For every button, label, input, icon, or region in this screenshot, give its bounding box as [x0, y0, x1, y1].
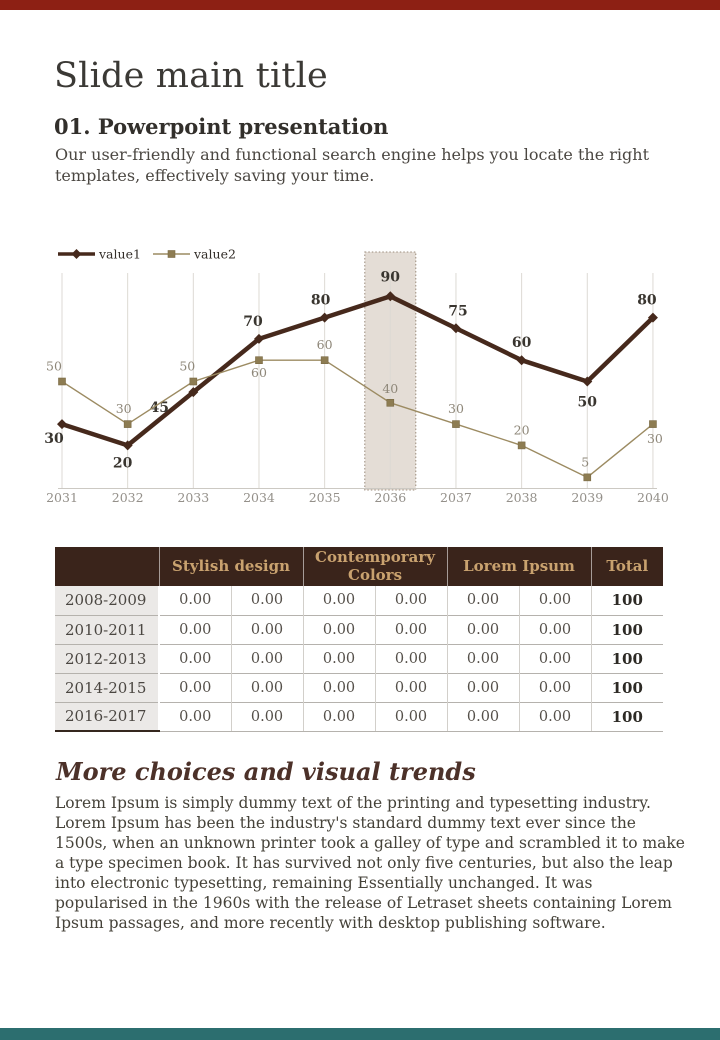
top-accent-bar	[0, 0, 720, 10]
body-paragraph: Lorem Ipsum has been the industry's standard dummy text ever since the 1500s, when an unknown printer took a galley of type and scrambled it to make a type specimen book. It has survived not only five centuries, but also the leap into electronic typesetting, remaining Essentially unchanged. It was popularised in the 1960s with the release of Letraset sheets containing Lorem Ipsum passages, and more recently with desktop publishing software.	[55, 814, 685, 932]
data-point-square	[255, 357, 262, 364]
total-cell: 100	[591, 702, 663, 731]
value-cell: 0.00	[519, 644, 591, 673]
body-paragraph: Lorem Ipsum is simply dummy text of the printing and typesetting industry.	[55, 794, 651, 812]
value2-data-label: 60	[251, 365, 267, 381]
value-cell: 0.00	[447, 702, 519, 731]
value1-data-label: 20	[112, 455, 133, 472]
row-label-cell: 2014-2015	[55, 673, 159, 702]
value-cell: 0.00	[231, 586, 303, 615]
row-label-cell: 2008-2009	[55, 586, 159, 615]
value1-data-label: 30	[44, 431, 64, 448]
value2-line	[62, 360, 653, 477]
value-cell: 0.00	[375, 673, 447, 702]
data-point-square	[190, 378, 197, 385]
value-cell: 0.00	[447, 586, 519, 615]
value1-data-label: 50	[577, 394, 598, 411]
value2-data-label: 5	[581, 454, 590, 470]
value1-line	[62, 296, 653, 445]
data-table-wrap	[55, 547, 663, 732]
value2-data-label: 30	[448, 401, 464, 417]
value-cell: 0.00	[447, 615, 519, 644]
x-tick-label: 2038	[505, 490, 538, 505]
table-body	[55, 586, 663, 731]
section-description: Our user-friendly and functional search engine helps you locate the right templates, effectively saving your time.	[55, 145, 649, 185]
value-cell: 0.00	[159, 702, 231, 731]
value1-data-label: 80	[310, 292, 331, 309]
total-cell: 100	[591, 673, 663, 702]
x-tick-label: 2035	[308, 490, 341, 505]
table-header-cell: Stylish design	[159, 547, 303, 586]
value-cell: 0.00	[375, 615, 447, 644]
value2-data-label: 20	[513, 422, 530, 438]
table-header-cell: Total	[591, 547, 663, 586]
line-chart	[40, 240, 700, 512]
value-cell: 0.00	[303, 644, 375, 673]
value2-data-label: 60	[316, 337, 333, 353]
data-point-square	[59, 378, 66, 385]
total-cell: 100	[591, 586, 663, 615]
data-point-square	[649, 421, 656, 428]
value-cell: 0.00	[303, 702, 375, 731]
data-point-square	[518, 442, 525, 449]
x-tick-label: 2034	[243, 490, 275, 505]
table-header-cell: Lorem Ipsum	[447, 547, 591, 586]
value2-data-label: 40	[382, 380, 399, 396]
x-tick-label: 2037	[440, 490, 472, 505]
x-tick-label: 2033	[177, 490, 210, 505]
trends-heading: More choices and visual trends	[56, 757, 476, 786]
value-cell: 0.00	[519, 586, 591, 615]
table-row	[55, 586, 663, 615]
value-cell: 0.00	[159, 644, 231, 673]
value-cell: 0.00	[519, 702, 591, 731]
value-cell: 0.00	[519, 615, 591, 644]
value-cell: 0.00	[375, 586, 447, 615]
x-tick-label: 2036	[374, 490, 407, 505]
value2-data-label: 50	[179, 358, 196, 374]
table-row	[55, 615, 663, 644]
table-row	[55, 644, 663, 673]
data-point-diamond	[72, 249, 82, 259]
value1-data-label: 60	[511, 335, 532, 352]
value2-data-label: 50	[46, 358, 62, 374]
slide-title: Slide main title	[54, 56, 328, 96]
data-point-square	[124, 421, 131, 428]
value-cell: 0.00	[231, 644, 303, 673]
value-cell: 0.00	[231, 615, 303, 644]
value1-data-label: 70	[243, 313, 263, 330]
value1-data-label: 80	[637, 292, 657, 309]
value1-data-label: 75	[448, 303, 468, 320]
value2-data-label: 30	[115, 401, 132, 417]
row-label-cell: 2010-2011	[55, 615, 159, 644]
value-cell: 0.00	[159, 586, 231, 615]
legend-label-value2: value2	[194, 246, 236, 262]
row-label-cell: 2012-2013	[55, 644, 159, 673]
data-point-square	[387, 399, 394, 406]
value-cell: 0.00	[447, 673, 519, 702]
data-point-square	[321, 357, 328, 364]
total-cell: 100	[591, 644, 663, 673]
section-heading: 01. Powerpoint presentation	[54, 114, 389, 139]
table-row	[55, 702, 663, 731]
table-header	[55, 547, 663, 586]
chart-svg	[40, 240, 700, 512]
value1-data-label: 90	[380, 269, 401, 286]
trends-paragraphs	[55, 793, 685, 933]
x-tick-label: 2031	[46, 490, 78, 505]
value-cell: 0.00	[159, 673, 231, 702]
value-cell: 0.00	[303, 673, 375, 702]
table-header-cell	[55, 547, 159, 586]
x-tick-label: 2040	[637, 490, 669, 505]
data-point-square	[168, 251, 175, 258]
value-cell: 0.00	[303, 586, 375, 615]
data-point-square	[452, 421, 459, 428]
row-label-cell: 2016-2017	[55, 702, 159, 731]
value1-data-label: 45	[149, 400, 170, 417]
table-header-row	[55, 547, 663, 586]
data-table	[55, 547, 663, 732]
x-tick-label: 2039	[571, 490, 604, 505]
legend-label-value1: value1	[99, 246, 141, 262]
value-cell: 0.00	[303, 615, 375, 644]
value-cell: 0.00	[159, 615, 231, 644]
table-header-cell: Contemporary Colors	[303, 547, 447, 586]
value-cell: 0.00	[231, 673, 303, 702]
value-cell: 0.00	[519, 673, 591, 702]
total-cell: 100	[591, 615, 663, 644]
data-point-square	[584, 474, 591, 481]
bottom-accent-bar	[0, 1028, 720, 1040]
x-tick-label: 2032	[111, 490, 144, 505]
value-cell: 0.00	[447, 644, 519, 673]
value-cell: 0.00	[375, 644, 447, 673]
value-cell: 0.00	[375, 702, 447, 731]
table-row	[55, 673, 663, 702]
value-cell: 0.00	[231, 702, 303, 731]
value2-data-label: 30	[646, 431, 663, 447]
